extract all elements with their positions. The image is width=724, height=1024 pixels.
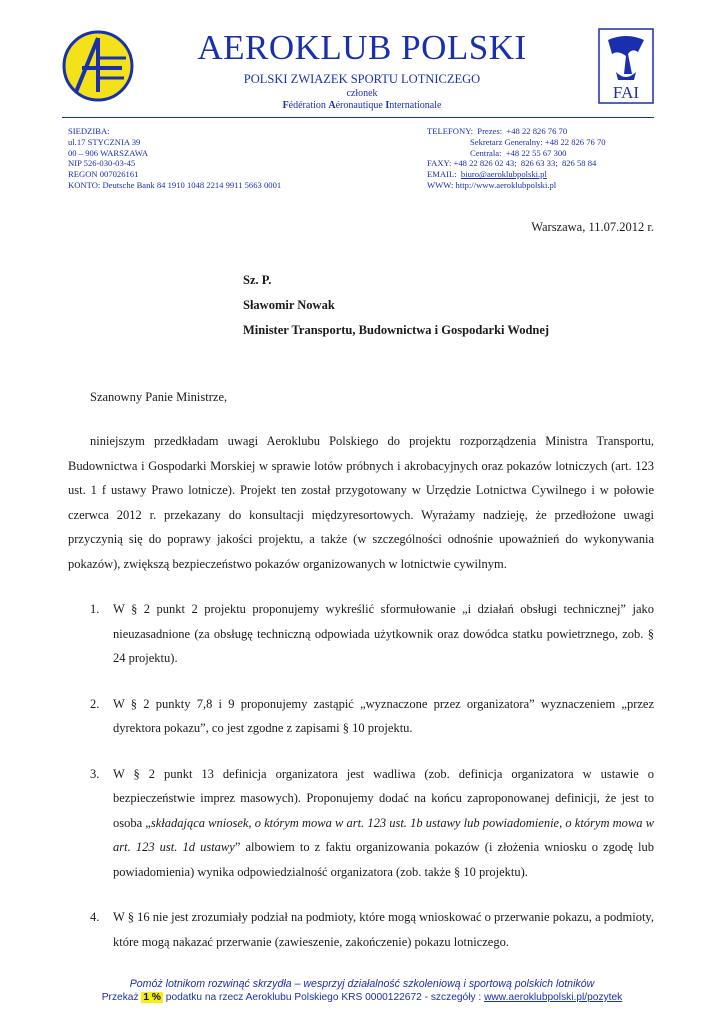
org-subtitle: POLSKI ZWIAZEK SPORTU LOTNICZEGO xyxy=(243,72,481,86)
email-link[interactable]: biuro@aeroklubpolski.pl xyxy=(460,169,547,180)
greeting: Szanowny Panie Ministrze, xyxy=(90,390,228,404)
remarks-list xyxy=(68,597,654,975)
address-right: TELEFONY: Prezes: +48 22 826 76 70 Sekretarz Generalny: +48 22 826 76 70 Centrala: +48 22 55 67 300 FAXY: +48 22 826 02 43; 826 63 33; 826 58 84 EMAIL: biuro@aeroklubpolski.pl WWW: http://www.aeroklubpolski.pl xyxy=(427,126,606,190)
footer-slogan: Pomóż lotnikom rozwinąć skrzydła – wesprzyj działalność szkoleniową i sportową polskich lotników xyxy=(129,978,595,990)
footer xyxy=(0,978,724,1003)
header-divider xyxy=(62,117,654,118)
list-item: 4. W § 16 nie jest zrozumiały podział na podmioty, które mogą wnioskować o przerwanie pokazu, a podmioty, które mogą nakazać przerwanie (zawieszenie, zakończenie) pokazu lotniczego. xyxy=(90,910,654,949)
pozytek-link[interactable]: www.aeroklubpolski.pl/pozytek xyxy=(484,992,623,1003)
www-link[interactable]: WWW: http://www.aeroklubpolski.pl xyxy=(427,179,557,190)
fai-logo-text: FAI xyxy=(612,83,640,102)
fai-fullname: Fédération Aéronautique Internationale xyxy=(282,100,442,111)
list-item: 1. W § 2 punkt 2 projektu proponujemy wykreślić sformułowanie „i działań obsługi technicznej” jako nieuzasadnione (za obsługę techniczną odpowiada użytkownik oraz dowódca statku powietrznego, zob. § 24 projektu). xyxy=(90,602,654,665)
org-member-label: członek xyxy=(346,88,378,99)
footer-tax-note: Przekaż 1 % podatku na rzecz Aeroklubu Polskiego KRS 0000122672 - szczegóły : www.aeroklubpolski.pl/pozytek xyxy=(101,992,623,1003)
percent-highlight: 1 % xyxy=(143,992,161,1003)
list-item: 3. W § 2 punkt 13 definicja organizatora jest wadliwa (zob. definicja organizatora w ustawie o bezpieczeństwie imprez masowych). Proponujemy dodać na końcu zaproponowanej definicji, że jest to osoba „składająca wniosek, o którym mowa w art. 123 ust. 1b ustawy lub powiadomienie, o którym mowa w art. 123 ust. 1d ustawy” albowiem to z faktu organizowania pokazów (i złożenia wniosku o zgodę lub powiadomienia) wynika odpowiedzialność organizatora (zob. także § 10 projektu). xyxy=(90,766,654,879)
recipient-block: Sz. P. Sławomir Nowak Minister Transportu, Budownictwa i Gospodarki Wodnej xyxy=(243,273,550,337)
org-title: AEROKLUB POLSKI xyxy=(197,28,527,67)
address-left: SIEDZIBA: ul.17 STYCZNIA 39 00 – 906 WARSZAWA NIP 526-030-03-45 REGON 007026161 KONTO: Deutsche Bank 84 1910 1048 2214 9911 5663 0001 xyxy=(68,126,282,190)
list-item: 2. W § 2 punkty 7,8 i 9 proponujemy zastąpić „wyznaczone przez organizatora” wyznaczeniem „przez dyrektora pokazu”, co jest zgodne z zapisami § 10 projektu. xyxy=(90,696,654,735)
letter-date: Warszawa, 11.07.2012 r. xyxy=(531,220,654,234)
intro-paragraph: niniejszym przedkładam uwagi Aeroklubu Polskiego do projektu rozporządzenia Ministra Transportu, Budownictwa i Gospodarki Morskiej w sprawie lotów próbnych i akrobacyjnych oraz pokazów lotniczych (art. 123 ust. 1 f ustawy Prawo lotnicze). Projekt ten został przygotowany w Urzędzie Lotnictwa Cywilnego i w połowie czerwca 2012 r. przekazany do konsultacji międzyresortowych. Wyrażamy nadzieję, że przedłożone uwagi przyczynią się do poprawy jakości projektu, a także (w szczególności odnośnie upoważnień do wykonywania pokazów), zwiększą bezpieczeństwo pokazów organizowanych w lotnictwie cywilnym. xyxy=(68,434,654,571)
